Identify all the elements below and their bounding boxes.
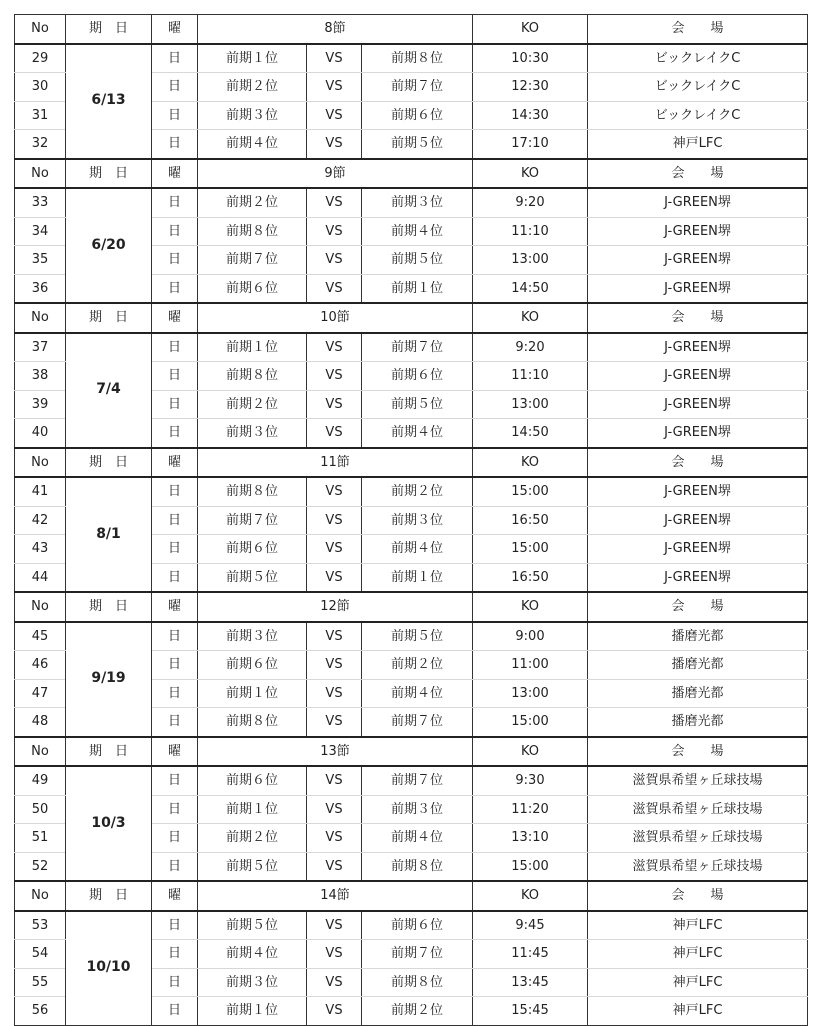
- venue: 播磨光都: [588, 679, 808, 708]
- header-dow: 曜: [152, 448, 198, 478]
- away-team: 前期７位: [362, 766, 473, 795]
- match-dow: 日: [152, 506, 198, 535]
- match-dow: 日: [152, 217, 198, 246]
- vs-label: VS: [307, 390, 362, 419]
- venue: ビックレイクC: [588, 101, 808, 130]
- kickoff-time: 11:00: [473, 651, 588, 680]
- match-no: 44: [15, 563, 66, 592]
- match-dow: 日: [152, 622, 198, 651]
- kickoff-time: 14:50: [473, 274, 588, 303]
- round-header-row: [15, 881, 808, 911]
- round-label: 8節: [198, 15, 473, 44]
- vs-label: VS: [307, 940, 362, 969]
- away-team: 前期７位: [362, 940, 473, 969]
- away-team: 前期５位: [362, 130, 473, 159]
- kickoff-time: 9:30: [473, 766, 588, 795]
- kickoff-time: 9:20: [473, 188, 588, 217]
- home-team: 前期２位: [198, 73, 307, 102]
- round-label: 13節: [198, 737, 473, 767]
- match-row: [15, 766, 808, 795]
- home-team: 前期８位: [198, 477, 307, 506]
- round-header-row: [15, 303, 808, 333]
- match-date: 8/1: [66, 477, 152, 592]
- home-team: 前期６位: [198, 766, 307, 795]
- match-no: 31: [15, 101, 66, 130]
- away-team: 前期３位: [362, 188, 473, 217]
- match-row: [15, 477, 808, 506]
- match-dow: 日: [152, 535, 198, 564]
- match-dow: 日: [152, 274, 198, 303]
- away-team: 前期４位: [362, 217, 473, 246]
- match-dow: 日: [152, 766, 198, 795]
- vs-label: VS: [307, 506, 362, 535]
- venue: J-GREEN堺: [588, 477, 808, 506]
- kickoff-time: 11:20: [473, 795, 588, 824]
- venue: 神戸LFC: [588, 968, 808, 997]
- match-no: 50: [15, 795, 66, 824]
- vs-label: VS: [307, 188, 362, 217]
- vs-label: VS: [307, 708, 362, 737]
- match-dow: 日: [152, 940, 198, 969]
- match-no: 35: [15, 246, 66, 275]
- venue: J-GREEN堺: [588, 333, 808, 362]
- match-dow: 日: [152, 44, 198, 73]
- match-no: 33: [15, 188, 66, 217]
- header-venue: 会 場: [588, 737, 808, 767]
- venue: 滋賀県希望ヶ丘球技場: [588, 766, 808, 795]
- header-dow: 曜: [152, 592, 198, 622]
- match-no: 37: [15, 333, 66, 362]
- home-team: 前期１位: [198, 333, 307, 362]
- vs-label: VS: [307, 651, 362, 680]
- venue: 播磨光都: [588, 651, 808, 680]
- match-dow: 日: [152, 852, 198, 881]
- header-no: No: [15, 737, 66, 767]
- vs-label: VS: [307, 477, 362, 506]
- home-team: 前期１位: [198, 679, 307, 708]
- match-dow: 日: [152, 362, 198, 391]
- schedule-table: [14, 14, 808, 1026]
- venue: 滋賀県希望ヶ丘球技場: [588, 824, 808, 853]
- venue: J-GREEN堺: [588, 563, 808, 592]
- away-team: 前期８位: [362, 968, 473, 997]
- vs-label: VS: [307, 274, 362, 303]
- vs-label: VS: [307, 824, 362, 853]
- away-team: 前期７位: [362, 73, 473, 102]
- header-ko: KO: [473, 15, 588, 44]
- kickoff-time: 16:50: [473, 563, 588, 592]
- away-team: 前期７位: [362, 333, 473, 362]
- vs-label: VS: [307, 333, 362, 362]
- match-no: 55: [15, 968, 66, 997]
- home-team: 前期３位: [198, 101, 307, 130]
- away-team: 前期２位: [362, 997, 473, 1026]
- vs-label: VS: [307, 535, 362, 564]
- vs-label: VS: [307, 217, 362, 246]
- away-team: 前期４位: [362, 679, 473, 708]
- match-dow: 日: [152, 188, 198, 217]
- match-no: 52: [15, 852, 66, 881]
- home-team: 前期５位: [198, 563, 307, 592]
- match-no: 54: [15, 940, 66, 969]
- kickoff-time: 15:00: [473, 708, 588, 737]
- away-team: 前期４位: [362, 535, 473, 564]
- header-dow: 曜: [152, 159, 198, 189]
- kickoff-time: 15:45: [473, 997, 588, 1026]
- kickoff-time: 10:30: [473, 44, 588, 73]
- header-date: 期 日: [66, 15, 152, 44]
- away-team: 前期２位: [362, 651, 473, 680]
- vs-label: VS: [307, 246, 362, 275]
- away-team: 前期２位: [362, 477, 473, 506]
- vs-label: VS: [307, 101, 362, 130]
- kickoff-time: 13:10: [473, 824, 588, 853]
- header-venue: 会 場: [588, 15, 808, 44]
- header-no: No: [15, 881, 66, 911]
- venue: ビックレイクC: [588, 44, 808, 73]
- home-team: 前期８位: [198, 708, 307, 737]
- header-ko: KO: [473, 881, 588, 911]
- header-date: 期 日: [66, 448, 152, 478]
- match-no: 42: [15, 506, 66, 535]
- away-team: 前期１位: [362, 563, 473, 592]
- vs-label: VS: [307, 362, 362, 391]
- home-team: 前期７位: [198, 506, 307, 535]
- venue: 神戸LFC: [588, 130, 808, 159]
- venue: J-GREEN堺: [588, 246, 808, 275]
- kickoff-time: 11:45: [473, 940, 588, 969]
- header-ko: KO: [473, 737, 588, 767]
- match-dow: 日: [152, 911, 198, 940]
- vs-label: VS: [307, 73, 362, 102]
- kickoff-time: 9:20: [473, 333, 588, 362]
- match-dow: 日: [152, 997, 198, 1026]
- venue: 神戸LFC: [588, 940, 808, 969]
- kickoff-time: 12:30: [473, 73, 588, 102]
- home-team: 前期２位: [198, 188, 307, 217]
- home-team: 前期４位: [198, 940, 307, 969]
- header-dow: 曜: [152, 737, 198, 767]
- round-label: 10節: [198, 303, 473, 333]
- vs-label: VS: [307, 130, 362, 159]
- match-no: 51: [15, 824, 66, 853]
- match-dow: 日: [152, 968, 198, 997]
- match-dow: 日: [152, 333, 198, 362]
- header-venue: 会 場: [588, 303, 808, 333]
- kickoff-time: 15:00: [473, 852, 588, 881]
- home-team: 前期１位: [198, 997, 307, 1026]
- match-dow: 日: [152, 679, 198, 708]
- kickoff-time: 9:00: [473, 622, 588, 651]
- venue: J-GREEN堺: [588, 390, 808, 419]
- match-no: 40: [15, 419, 66, 448]
- header-venue: 会 場: [588, 448, 808, 478]
- match-row: [15, 333, 808, 362]
- kickoff-time: 11:10: [473, 362, 588, 391]
- venue: ビックレイクC: [588, 73, 808, 102]
- match-no: 34: [15, 217, 66, 246]
- venue: 神戸LFC: [588, 911, 808, 940]
- round-label: 12節: [198, 592, 473, 622]
- venue: 播磨光都: [588, 622, 808, 651]
- header-date: 期 日: [66, 592, 152, 622]
- header-date: 期 日: [66, 881, 152, 911]
- match-date: 9/19: [66, 622, 152, 737]
- header-ko: KO: [473, 592, 588, 622]
- away-team: 前期６位: [362, 101, 473, 130]
- kickoff-time: 15:00: [473, 535, 588, 564]
- home-team: 前期６位: [198, 535, 307, 564]
- match-no: 46: [15, 651, 66, 680]
- away-team: 前期４位: [362, 824, 473, 853]
- header-dow: 曜: [152, 15, 198, 44]
- match-date: 6/13: [66, 44, 152, 159]
- match-no: 56: [15, 997, 66, 1026]
- venue: J-GREEN堺: [588, 535, 808, 564]
- header-dow: 曜: [152, 881, 198, 911]
- home-team: 前期２位: [198, 824, 307, 853]
- away-team: 前期１位: [362, 274, 473, 303]
- match-row: [15, 44, 808, 73]
- schedule-body: [15, 15, 808, 1026]
- away-team: 前期３位: [362, 795, 473, 824]
- away-team: 前期６位: [362, 362, 473, 391]
- round-header-row: [15, 592, 808, 622]
- venue: 播磨光都: [588, 708, 808, 737]
- match-row: [15, 911, 808, 940]
- match-date: 10/10: [66, 911, 152, 1026]
- round-header-row: [15, 15, 808, 44]
- match-no: 39: [15, 390, 66, 419]
- round-label: 14節: [198, 881, 473, 911]
- home-team: 前期８位: [198, 362, 307, 391]
- vs-label: VS: [307, 795, 362, 824]
- home-team: 前期８位: [198, 217, 307, 246]
- away-team: 前期８位: [362, 44, 473, 73]
- header-ko: KO: [473, 159, 588, 189]
- match-dow: 日: [152, 246, 198, 275]
- match-dow: 日: [152, 130, 198, 159]
- away-team: 前期６位: [362, 911, 473, 940]
- venue: J-GREEN堺: [588, 274, 808, 303]
- vs-label: VS: [307, 622, 362, 651]
- kickoff-time: 13:45: [473, 968, 588, 997]
- header-dow: 曜: [152, 303, 198, 333]
- match-date: 6/20: [66, 188, 152, 303]
- vs-label: VS: [307, 911, 362, 940]
- header-ko: KO: [473, 303, 588, 333]
- home-team: 前期３位: [198, 968, 307, 997]
- header-no: No: [15, 159, 66, 189]
- venue: J-GREEN堺: [588, 188, 808, 217]
- match-dow: 日: [152, 708, 198, 737]
- match-dow: 日: [152, 477, 198, 506]
- away-team: 前期５位: [362, 622, 473, 651]
- header-date: 期 日: [66, 303, 152, 333]
- kickoff-time: 16:50: [473, 506, 588, 535]
- match-no: 47: [15, 679, 66, 708]
- header-no: No: [15, 592, 66, 622]
- vs-label: VS: [307, 44, 362, 73]
- kickoff-time: 13:00: [473, 679, 588, 708]
- round-label: 9節: [198, 159, 473, 189]
- kickoff-time: 17:10: [473, 130, 588, 159]
- home-team: 前期４位: [198, 130, 307, 159]
- venue: 滋賀県希望ヶ丘球技場: [588, 795, 808, 824]
- header-no: No: [15, 15, 66, 44]
- home-team: 前期７位: [198, 246, 307, 275]
- away-team: 前期７位: [362, 708, 473, 737]
- vs-label: VS: [307, 968, 362, 997]
- match-no: 43: [15, 535, 66, 564]
- home-team: 前期６位: [198, 274, 307, 303]
- away-team: 前期８位: [362, 852, 473, 881]
- away-team: 前期３位: [362, 506, 473, 535]
- match-no: 45: [15, 622, 66, 651]
- home-team: 前期１位: [198, 795, 307, 824]
- venue: J-GREEN堺: [588, 362, 808, 391]
- match-no: 48: [15, 708, 66, 737]
- header-no: No: [15, 303, 66, 333]
- match-dow: 日: [152, 390, 198, 419]
- header-ko: KO: [473, 448, 588, 478]
- match-row: [15, 622, 808, 651]
- header-no: No: [15, 448, 66, 478]
- match-dow: 日: [152, 419, 198, 448]
- away-team: 前期４位: [362, 419, 473, 448]
- venue: J-GREEN堺: [588, 506, 808, 535]
- kickoff-time: 13:00: [473, 390, 588, 419]
- kickoff-time: 15:00: [473, 477, 588, 506]
- venue: J-GREEN堺: [588, 217, 808, 246]
- kickoff-time: 14:50: [473, 419, 588, 448]
- round-label: 11節: [198, 448, 473, 478]
- header-venue: 会 場: [588, 159, 808, 189]
- away-team: 前期５位: [362, 390, 473, 419]
- match-dow: 日: [152, 101, 198, 130]
- match-dow: 日: [152, 651, 198, 680]
- venue: 神戸LFC: [588, 997, 808, 1026]
- kickoff-time: 13:00: [473, 246, 588, 275]
- away-team: 前期５位: [362, 246, 473, 275]
- round-header-row: [15, 737, 808, 767]
- kickoff-time: 9:45: [473, 911, 588, 940]
- match-no: 29: [15, 44, 66, 73]
- round-header-row: [15, 159, 808, 189]
- home-team: 前期１位: [198, 44, 307, 73]
- match-no: 36: [15, 274, 66, 303]
- vs-label: VS: [307, 766, 362, 795]
- match-no: 49: [15, 766, 66, 795]
- round-header-row: [15, 448, 808, 478]
- match-dow: 日: [152, 824, 198, 853]
- match-dow: 日: [152, 73, 198, 102]
- home-team: 前期６位: [198, 651, 307, 680]
- home-team: 前期５位: [198, 911, 307, 940]
- home-team: 前期２位: [198, 390, 307, 419]
- match-no: 30: [15, 73, 66, 102]
- kickoff-time: 11:10: [473, 217, 588, 246]
- kickoff-time: 14:30: [473, 101, 588, 130]
- header-date: 期 日: [66, 737, 152, 767]
- vs-label: VS: [307, 997, 362, 1026]
- vs-label: VS: [307, 852, 362, 881]
- match-no: 38: [15, 362, 66, 391]
- vs-label: VS: [307, 563, 362, 592]
- venue: 滋賀県希望ヶ丘球技場: [588, 852, 808, 881]
- match-no: 41: [15, 477, 66, 506]
- vs-label: VS: [307, 679, 362, 708]
- match-no: 53: [15, 911, 66, 940]
- header-venue: 会 場: [588, 881, 808, 911]
- match-dow: 日: [152, 563, 198, 592]
- home-team: 前期５位: [198, 852, 307, 881]
- match-row: [15, 188, 808, 217]
- home-team: 前期３位: [198, 622, 307, 651]
- header-date: 期 日: [66, 159, 152, 189]
- match-no: 32: [15, 130, 66, 159]
- venue: J-GREEN堺: [588, 419, 808, 448]
- vs-label: VS: [307, 419, 362, 448]
- home-team: 前期３位: [198, 419, 307, 448]
- match-date: 10/3: [66, 766, 152, 881]
- header-venue: 会 場: [588, 592, 808, 622]
- match-date: 7/4: [66, 333, 152, 448]
- match-dow: 日: [152, 795, 198, 824]
